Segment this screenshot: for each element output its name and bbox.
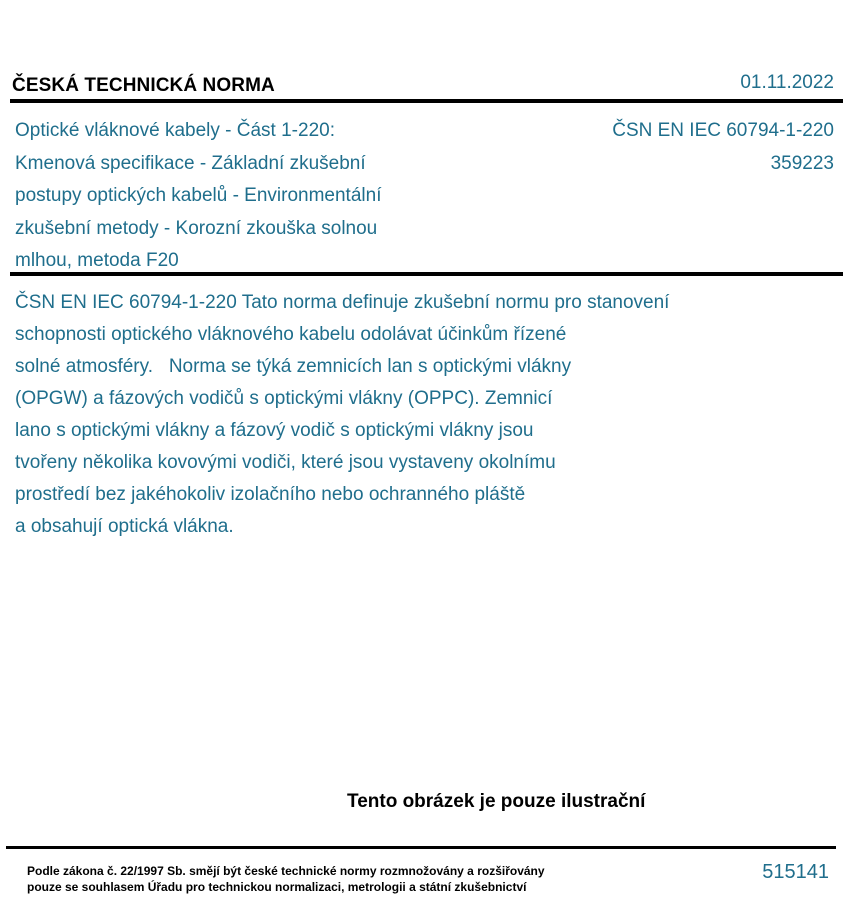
standard-title-line: mlhou, metoda F20 bbox=[15, 250, 179, 271]
standard-abstract bbox=[15, 287, 775, 543]
standard-title-line: postupy optických kabelů - Environmentální bbox=[15, 185, 382, 206]
standard-title-line: Kmenová specifikace - Základní zkušební bbox=[15, 152, 366, 174]
legal-notice-line: pouze se souhlasem Úřadu pro technickou normalizaci, metrologii a státní zkušebnictví bbox=[27, 880, 527, 894]
standard-designation: ČSN EN IEC 60794-1-220 bbox=[612, 120, 834, 141]
abstract-line: (OPGW) a fázových vodičů s optickými vlákny (OPPC). Zemnicí bbox=[15, 388, 553, 409]
publication-date: 01.11.2022 bbox=[740, 72, 834, 93]
document-number: 515141 bbox=[762, 861, 829, 883]
abstract-line: schopnosti optického vláknového kabelu odolávat účinkům řízené bbox=[15, 324, 567, 345]
abstract-line: solné atmosféry. Norma se týká zemnicích lan s optickými vlákny bbox=[15, 356, 572, 377]
standard-title-line: Optické vláknové kabely - Část 1-220: bbox=[15, 120, 335, 141]
standard-title bbox=[15, 115, 445, 278]
abstract-line: lano s optickými vlákny a fázový vodič s optickými vlákny jsou bbox=[15, 420, 534, 441]
title-divider bbox=[10, 272, 843, 276]
standard-title-line: zkušební metody - Korozní zkouška solnou bbox=[15, 217, 378, 239]
abstract-line: a obsahují optická vlákna. bbox=[15, 516, 234, 537]
header-divider bbox=[10, 99, 843, 103]
illustration-note: Tento obrázek je pouze ilustrační bbox=[347, 791, 646, 812]
document-header-title: ČESKÁ TECHNICKÁ NORMA bbox=[12, 75, 275, 96]
abstract-line: tvořeny několika kovovými vodiči, které jsou vystaveny okolnímu bbox=[15, 452, 556, 473]
legal-notice bbox=[27, 863, 545, 895]
footer-divider bbox=[6, 846, 836, 849]
abstract-line: ČSN EN IEC 60794-1-220 Tato norma definuje zkušební normu pro stanovení bbox=[15, 292, 670, 313]
abstract-line: prostředí bez jakéhokoliv izolačního nebo ochranného pláště bbox=[15, 484, 526, 505]
standard-class-number: 359223 bbox=[770, 152, 834, 174]
legal-notice-line: Podle zákona č. 22/1997 Sb. smějí být české technické normy rozmnožovány a rozšiřovány bbox=[27, 864, 545, 878]
standard-reference bbox=[612, 115, 834, 180]
